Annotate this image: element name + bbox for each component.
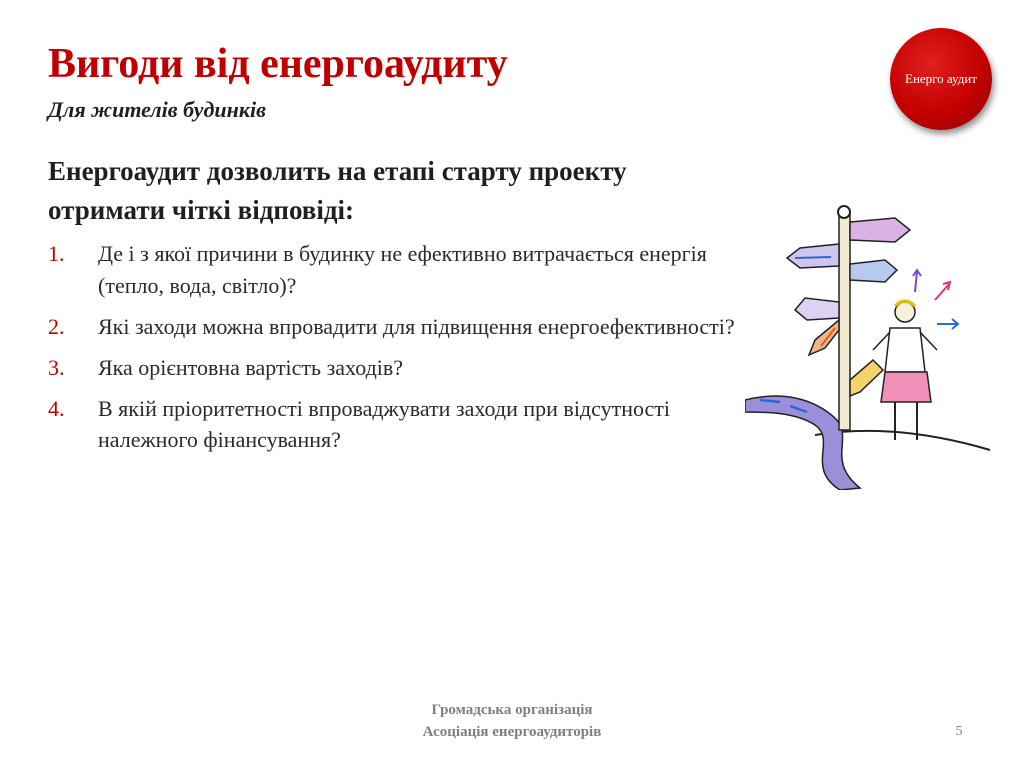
slide-title: Вигоди від енергоаудиту bbox=[48, 41, 508, 87]
badge-label: Енерго аудит bbox=[905, 70, 977, 86]
list-item-text: Яка орієнтовна вартість заходів? bbox=[98, 354, 404, 380]
list-item-number: 3. bbox=[48, 354, 65, 380]
questions-list bbox=[48, 238, 748, 465]
list-item-text: Які заходи можна впровадити для підвищення енергоефективності? bbox=[98, 313, 735, 339]
list-item bbox=[48, 352, 748, 384]
lead-text: Енергоаудит дозволить на етапі старту проекту отримати чіткі відповіді: bbox=[48, 156, 627, 226]
footer-line-1: Громадська організація bbox=[431, 702, 593, 718]
list-item bbox=[48, 393, 748, 457]
slide-subtitle: Для жителів будинків bbox=[48, 97, 266, 122]
footer bbox=[312, 700, 712, 744]
energy-audit-badge bbox=[890, 28, 992, 130]
footer-line-2: Асоціація енергоаудиторів bbox=[422, 723, 602, 740]
list-item bbox=[48, 238, 748, 302]
list-item bbox=[48, 311, 748, 343]
signpost-illustration bbox=[745, 200, 995, 490]
list-item-number: 2. bbox=[48, 313, 65, 339]
list-item-number: 1. bbox=[48, 241, 65, 266]
list-item-text: В якій пріоритетності впроваджувати заходи при відсутності належного фінансування? bbox=[98, 395, 671, 453]
list-item-text: Де і з якої причини в будинку не ефективно витрачається енергія (тепло, вода, світло)? bbox=[98, 241, 707, 298]
list-item-number: 4. bbox=[48, 395, 65, 421]
page-number: 5 bbox=[955, 724, 963, 739]
